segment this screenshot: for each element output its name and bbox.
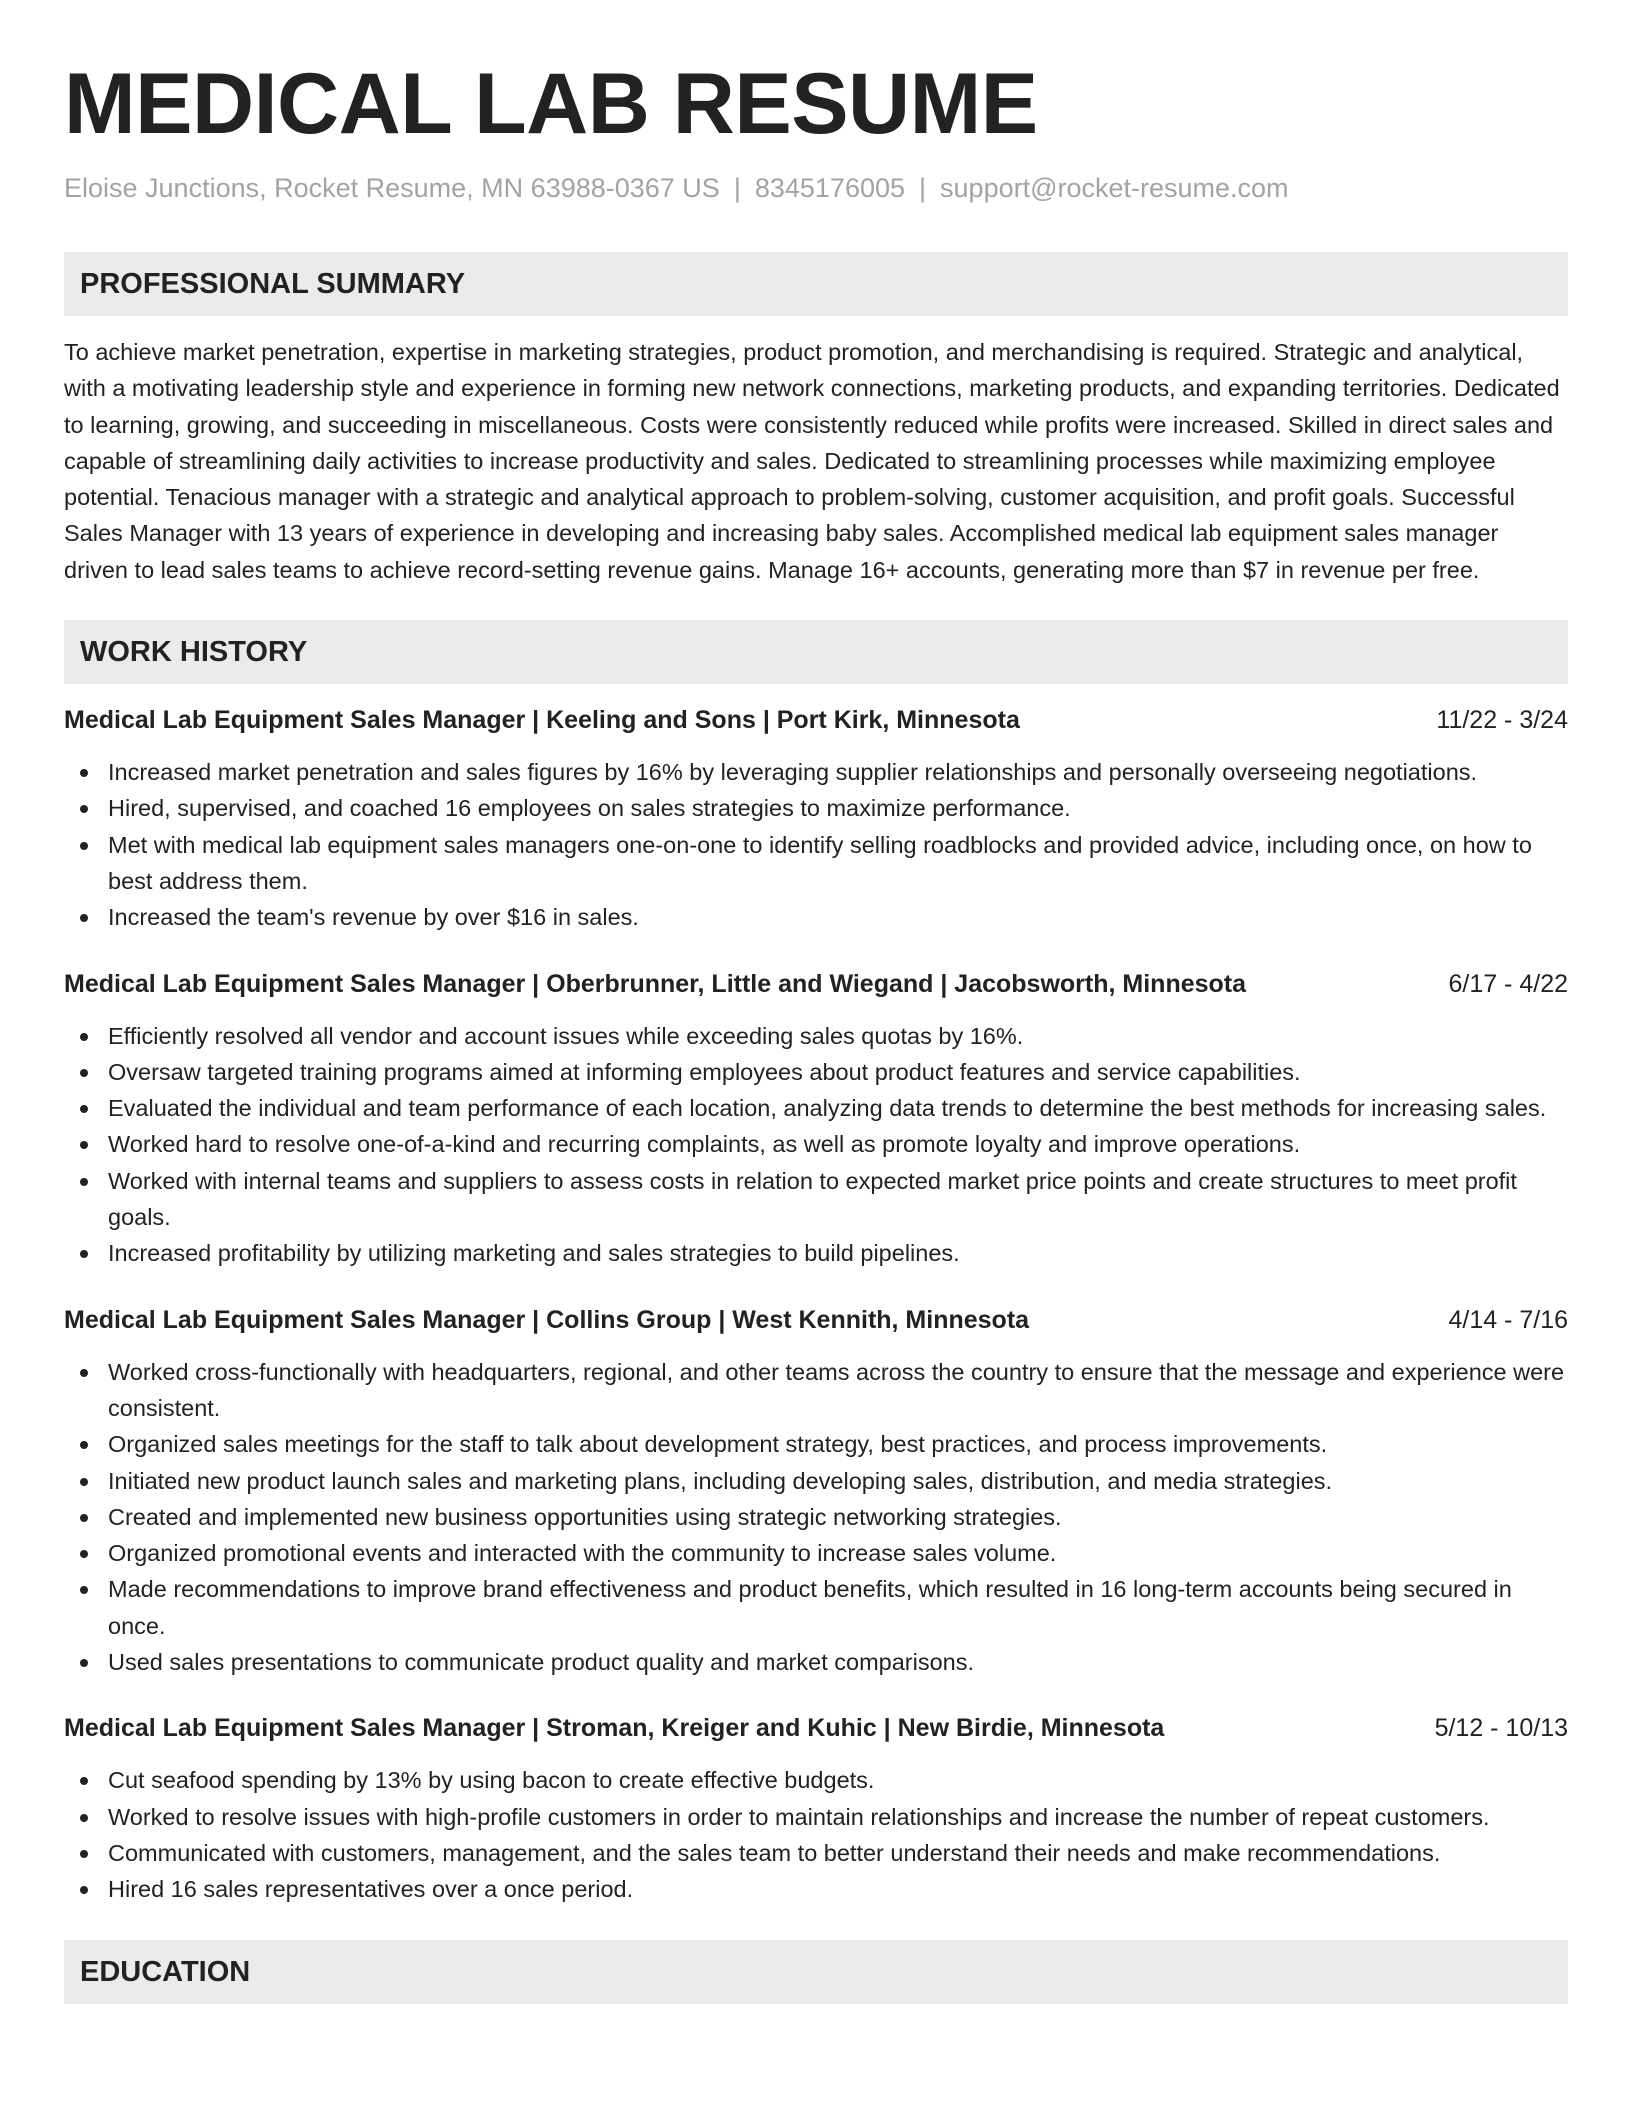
job-bullet-list [64, 754, 1568, 935]
job-header [64, 1710, 1568, 1746]
job-bullet: Hired, supervised, and coached 16 employees on sales strategies to maximize performance. [64, 790, 1568, 826]
job-bullet: Worked to resolve issues with high-profile customers in order to maintain relationships and increase the number of repeat customers. [64, 1799, 1568, 1835]
job-bullet-list [64, 1018, 1568, 1272]
contact-phone: 8345176005 [754, 173, 906, 203]
job-dates: 4/14 - 7/16 [1448, 1305, 1568, 1334]
job-entry [64, 966, 1568, 1272]
job-bullet-list [64, 1762, 1568, 1907]
job-bullet: Evaluated the individual and team performance of each location, analyzing data trends to determine the best methods for increasing sales. [64, 1090, 1568, 1126]
work-history-list [64, 702, 1568, 1907]
professional-summary-text: To achieve market penetration, expertise in marketing strategies, product promotion, and merchandising is required. Strategic and analytical, with a motivating leadership style and experience in forming new network connections, marketing products, and expanding territories. Dedicated to learning, growing, and succeeding in miscellaneous. Costs were consistently reduced while profits were increased. Skilled in direct sales and capable of streamlining daily activities to increase productivity and sales. Dedicated to streamlining processes while maximizing employee potential. Tenacious manager with a strategic and analytical approach to problem-solving, customer acquisition, and profit goals. Successful Sales Manager with 13 years of experience in developing and increasing baby sales. Accomplished medical lab equipment sales manager driven to lead sales teams to achieve record-setting revenue gains. Manage 16+ accounts, generating more than $7 in revenue per free. [64, 339, 1560, 583]
job-dates: 11/22 - 3/24 [1436, 706, 1568, 735]
job-bullet: Organized promotional events and interacted with the community to increase sales volume. [64, 1535, 1568, 1571]
resume-title: MEDICAL LAB RESUME [64, 56, 1038, 152]
job-bullet: Communicated with customers, management, and the sales team to better understand their needs and make recommendations. [64, 1835, 1568, 1871]
job-bullet: Cut seafood spending by 13% by using bacon to create effective budgets. [64, 1762, 1568, 1798]
job-bullet: Made recommendations to improve brand effectiveness and product benefits, which resulted in 16 long-term accounts being secured in once. [64, 1571, 1568, 1644]
contact-line [64, 170, 1568, 206]
job-bullet: Oversaw targeted training programs aimed at informing employees about product features and service capabilities. [64, 1054, 1568, 1090]
job-entry [64, 1710, 1568, 1907]
contact-address: Eloise Junctions, Rocket Resume, MN 63988-0367 US [64, 173, 720, 203]
job-dates: 5/12 - 10/13 [1434, 1714, 1568, 1743]
job-bullet: Increased profitability by utilizing marketing and sales strategies to build pipelines. [64, 1235, 1568, 1271]
contact-separator: | [919, 173, 927, 203]
job-header [64, 702, 1568, 738]
job-dates: 6/17 - 4/22 [1448, 969, 1568, 998]
job-entry [64, 1302, 1568, 1681]
job-bullet: Efficiently resolved all vendor and account issues while exceeding sales quotas by 16%. [64, 1018, 1568, 1054]
job-bullet-list [64, 1354, 1568, 1681]
job-bullet: Hired 16 sales representatives over a once period. [64, 1871, 1568, 1907]
job-bullet: Increased market penetration and sales figures by 16% by leveraging supplier relationships and personally overseeing negotiations. [64, 754, 1568, 790]
section-header-education: EDUCATION [64, 1940, 1568, 2004]
job-bullet: Created and implemented new business opportunities using strategic networking strategies. [64, 1499, 1568, 1535]
job-header [64, 966, 1568, 1002]
contact-separator: | [733, 173, 741, 203]
section-header-work-history: WORK HISTORY [64, 620, 1568, 684]
job-title: Medical Lab Equipment Sales Manager | Collins Group | West Kennith, Minnesota [64, 1305, 1030, 1334]
section-header-professional-summary: PROFESSIONAL SUMMARY [64, 252, 1568, 316]
job-header [64, 1302, 1568, 1338]
job-bullet: Initiated new product launch sales and marketing plans, including developing sales, distribution, and media strategies. [64, 1463, 1568, 1499]
job-bullet: Met with medical lab equipment sales managers one-on-one to identify selling roadblocks and provided advice, including once, on how to best address them. [64, 827, 1568, 900]
job-bullet: Increased the team's revenue by over $16 in sales. [64, 899, 1568, 935]
job-bullet: Worked with internal teams and suppliers to assess costs in relation to expected market price points and create structures to meet profit goals. [64, 1163, 1568, 1236]
job-title: Medical Lab Equipment Sales Manager | Stroman, Kreiger and Kuhic | New Birdie, Minnesota [64, 1714, 1165, 1743]
job-title: Medical Lab Equipment Sales Manager | Oberbrunner, Little and Wiegand | Jacobsworth, Minnesota [64, 969, 1247, 998]
job-entry [64, 702, 1568, 935]
job-bullet: Organized sales meetings for the staff to talk about development strategy, best practices, and process improvements. [64, 1426, 1568, 1462]
job-title: Medical Lab Equipment Sales Manager | Keeling and Sons | Port Kirk, Minnesota [64, 706, 1020, 735]
contact-email[interactable]: support@rocket-resume.com [940, 173, 1289, 203]
job-bullet: Used sales presentations to communicate product quality and market comparisons. [64, 1644, 1568, 1680]
job-bullet: Worked hard to resolve one-of-a-kind and recurring complaints, as well as promote loyalty and improve operations. [64, 1126, 1568, 1162]
job-bullet: Worked cross-functionally with headquarters, regional, and other teams across the country to ensure that the message and experience were consistent. [64, 1354, 1568, 1427]
